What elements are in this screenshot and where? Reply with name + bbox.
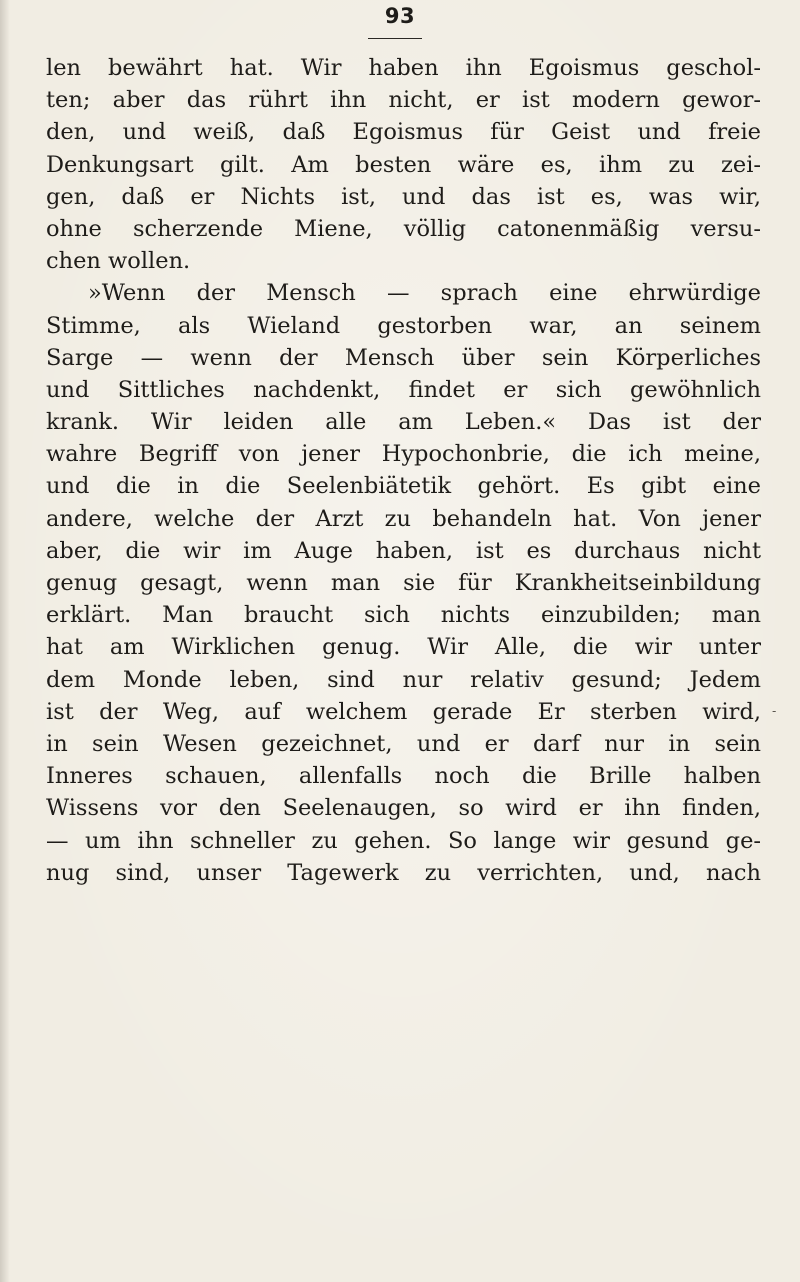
text-line: wahre Begriff von jener Hypochonbrie, die ich meine, — [46, 441, 761, 468]
text-line: und Sittliches nachdenkt, findet er sich gewöhnlich — [46, 376, 761, 403]
text-line: Denkungsart gilt. Am besten wäre es, ihm zu zei- — [46, 151, 761, 178]
text-line: — um ihn schneller zu gehen. So lange wir gesund ge- — [46, 827, 761, 854]
margin-mark: - — [772, 704, 777, 718]
binding-shadow — [0, 0, 10, 1282]
text-line: genug gesagt, wenn man sie für Krankheitseinbildung — [46, 570, 761, 596]
text-line: hat am Wirklichen genug. Wir Alle, die wir unter — [46, 634, 761, 661]
text-line: chen wollen. — [46, 248, 191, 275]
text-line: aber, die wir im Auge haben, ist es durchaus nicht — [46, 537, 761, 564]
text-line: len bewährt hat. Wir haben ihn Egoismus geschol- — [46, 55, 761, 81]
text-line: gen, daß er Nichts ist, und das ist es, was wir, — [46, 183, 761, 210]
body-text — [46, 52, 761, 889]
text-line: krank. Wir leiden alle am Leben.« Das ist der — [46, 409, 761, 436]
text-line: und die in die Seelenbiätetik gehört. Es gibt eine — [46, 473, 761, 500]
text-line: in sein Wesen gezeichnet, und er darf nur in sein — [46, 730, 761, 757]
text-line: ist der Weg, auf welchem gerade Er sterben wird, — [46, 698, 761, 725]
text-line: Stimme, als Wieland gestorben war, an seinem — [46, 312, 761, 339]
text-line: »Wenn der Mensch — sprach eine ehrwürdige — [88, 280, 761, 307]
text-line: andere, welche der Arzt zu behandeln hat. Von jener — [46, 505, 761, 532]
text-line: erklärt. Man braucht sich nichts einzubilden; man — [46, 602, 761, 629]
text-line: dem Monde leben, sind nur relativ gesund; Jedem — [46, 666, 761, 693]
text-line: Sarge — wenn der Mensch über sein Körperliches — [46, 344, 761, 371]
page-number: 93 — [384, 4, 416, 28]
text-line: den, und weiß, daß Egoismus für Geist und freie — [46, 119, 761, 146]
text-line: ten; aber das rührt ihn nicht, er ist modern gewor- — [46, 87, 761, 114]
text-line: Wissens vor den Seelenaugen, so wird er ihn finden, — [46, 795, 761, 822]
text-line: ohne scherzende Miene, völlig catonenmäßig versu- — [46, 215, 761, 242]
text-line: Inneres schauen, allenfalls noch die Brille halben — [46, 763, 761, 790]
text-line: nug sind, unser Tagewerk zu verrichten, und, nach — [46, 859, 761, 886]
page-number-rule — [368, 38, 422, 39]
